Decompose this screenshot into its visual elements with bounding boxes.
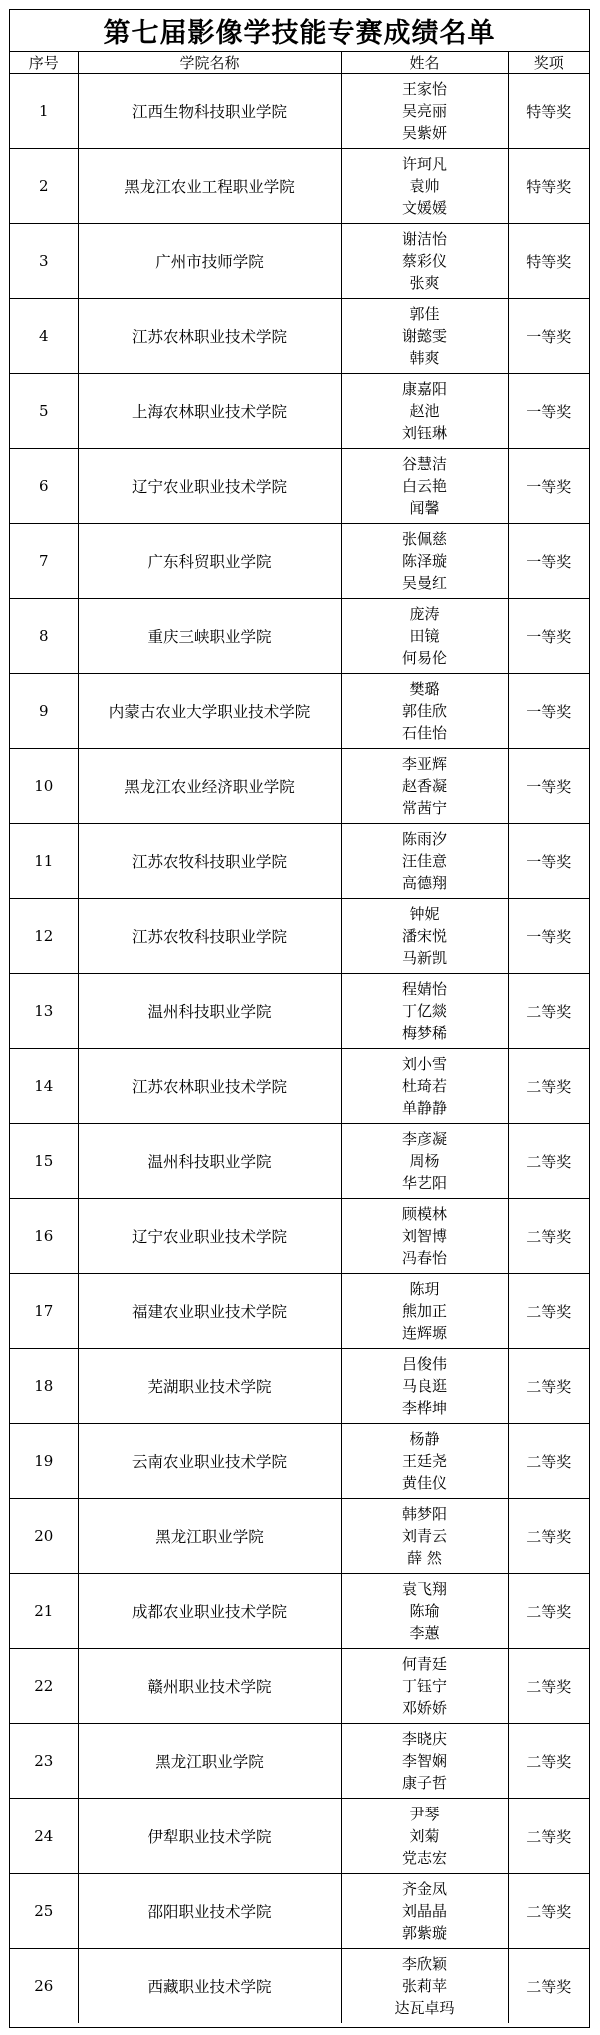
row-number: 14	[10, 1049, 78, 1124]
row-number: 21	[10, 1574, 78, 1649]
student-name: 华艺阳	[401, 1174, 447, 1192]
student-name: 石佳怡	[401, 724, 447, 742]
student-names	[341, 1799, 508, 1874]
student-name: 郭佳	[409, 305, 440, 323]
award-level: 二等奖	[508, 1649, 589, 1724]
student-names	[341, 299, 508, 374]
header-award: 奖项	[508, 52, 589, 74]
row-number: 26	[10, 1949, 78, 2024]
award-level: 二等奖	[508, 1574, 589, 1649]
row-number: 22	[10, 1649, 78, 1724]
student-names	[341, 1274, 508, 1349]
row-number: 7	[10, 524, 78, 599]
student-name: 何易伦	[401, 649, 447, 667]
college-name: 黑龙江职业学院	[78, 1499, 341, 1574]
student-name: 王廷尧	[401, 1452, 447, 1470]
student-name: 杨静	[409, 1430, 440, 1448]
student-name: 丁钰宁	[401, 1677, 447, 1695]
student-name: 常茜宁	[401, 799, 447, 817]
award-level: 一等奖	[508, 374, 589, 449]
row-number: 20	[10, 1499, 78, 1574]
student-name: 闻馨	[409, 499, 440, 517]
college-name: 温州科技职业学院	[78, 1124, 341, 1199]
student-name: 康子哲	[401, 1774, 447, 1792]
row-number: 24	[10, 1799, 78, 1874]
college-name: 成都农业职业技术学院	[78, 1574, 341, 1649]
student-name: 吴曼红	[401, 574, 447, 592]
table-row	[10, 1049, 589, 1124]
student-name: 单静静	[401, 1099, 447, 1117]
table-row	[10, 74, 589, 149]
student-name: 吴紫妍	[401, 124, 447, 142]
student-name: 郭佳欣	[401, 702, 447, 720]
student-name: 程婧怡	[401, 980, 447, 998]
student-names	[341, 74, 508, 149]
results-sheet	[9, 9, 590, 2028]
student-names	[341, 824, 508, 899]
student-name: 文媛媛	[401, 199, 447, 217]
award-level: 二等奖	[508, 974, 589, 1049]
student-name: 尹琴	[409, 1805, 440, 1823]
table-row	[10, 149, 589, 224]
award-level: 二等奖	[508, 1874, 589, 1949]
student-name: 薛 然	[407, 1549, 442, 1567]
student-name: 周杨	[409, 1152, 440, 1170]
college-name: 邵阳职业技术学院	[78, 1874, 341, 1949]
student-name: 韩爽	[409, 349, 440, 367]
row-number: 4	[10, 299, 78, 374]
row-number: 6	[10, 449, 78, 524]
student-name: 袁帅	[409, 177, 440, 195]
student-name: 达瓦卓玛	[394, 1999, 455, 2017]
table-row	[10, 1799, 589, 1874]
student-name: 陈泽璇	[401, 552, 447, 570]
college-name: 西藏职业技术学院	[78, 1949, 341, 2024]
student-name: 马良逛	[401, 1377, 447, 1395]
student-names	[341, 1424, 508, 1499]
college-name: 江苏农林职业技术学院	[78, 1049, 341, 1124]
student-name: 梅梦稀	[401, 1024, 447, 1042]
row-number: 15	[10, 1124, 78, 1199]
award-level: 二等奖	[508, 1199, 589, 1274]
college-name: 黑龙江农业经济职业学院	[78, 749, 341, 824]
student-name: 杜琦若	[401, 1077, 447, 1095]
table-row	[10, 974, 589, 1049]
student-name: 许珂凡	[401, 155, 447, 173]
student-names	[341, 749, 508, 824]
table-row	[10, 1874, 589, 1949]
row-number: 25	[10, 1874, 78, 1949]
student-name: 张爽	[409, 274, 440, 292]
student-name: 谷慧洁	[401, 455, 447, 473]
row-number: 11	[10, 824, 78, 899]
row-number: 18	[10, 1349, 78, 1424]
college-name: 伊犁职业技术学院	[78, 1799, 341, 1874]
student-name: 吴亮丽	[401, 102, 447, 120]
row-number: 19	[10, 1424, 78, 1499]
award-level: 二等奖	[508, 1274, 589, 1349]
table-row	[10, 1574, 589, 1649]
student-names	[341, 1874, 508, 1949]
table-row	[10, 449, 589, 524]
award-level: 二等奖	[508, 1724, 589, 1799]
college-name: 福建农业职业技术学院	[78, 1274, 341, 1349]
table-row	[10, 599, 589, 674]
table-row	[10, 749, 589, 824]
student-name: 刘智博	[401, 1227, 447, 1245]
award-level: 二等奖	[508, 1124, 589, 1199]
table-row	[10, 1424, 589, 1499]
row-number: 12	[10, 899, 78, 974]
table-row	[10, 1199, 589, 1274]
student-name: 齐金凤	[401, 1880, 447, 1898]
row-number: 2	[10, 149, 78, 224]
award-level: 一等奖	[508, 599, 589, 674]
student-names	[341, 1499, 508, 1574]
student-name: 高德翔	[401, 874, 447, 892]
table-row	[10, 224, 589, 299]
award-level: 一等奖	[508, 899, 589, 974]
row-number: 8	[10, 599, 78, 674]
table-row	[10, 1499, 589, 1574]
student-name: 党志宏	[401, 1849, 447, 1867]
table-row	[10, 899, 589, 974]
student-names	[341, 974, 508, 1049]
student-name: 李蕙	[409, 1624, 440, 1642]
student-names	[341, 524, 508, 599]
college-name: 江苏农牧科技职业学院	[78, 824, 341, 899]
student-name: 庞涛	[409, 605, 440, 623]
student-names	[341, 1199, 508, 1274]
college-name: 黑龙江农业工程职业学院	[78, 149, 341, 224]
college-name: 内蒙古农业大学职业技术学院	[78, 674, 341, 749]
student-name: 郭紫璇	[401, 1924, 447, 1942]
student-name: 樊璐	[409, 680, 440, 698]
row-number: 9	[10, 674, 78, 749]
student-name: 邓娇娇	[401, 1699, 447, 1717]
student-name: 张莉苹	[401, 1977, 447, 1995]
table-row	[10, 1724, 589, 1799]
student-name: 何青廷	[401, 1655, 447, 1673]
student-name: 赵池	[409, 402, 440, 420]
student-name: 康嘉阳	[401, 380, 447, 398]
college-name: 广州市技师学院	[78, 224, 341, 299]
student-name: 赵香凝	[401, 777, 447, 795]
table-row	[10, 524, 589, 599]
table-row	[10, 1274, 589, 1349]
award-level: 一等奖	[508, 824, 589, 899]
college-name: 辽宁农业职业技术学院	[78, 1199, 341, 1274]
college-name: 云南农业职业技术学院	[78, 1424, 341, 1499]
student-name: 陈雨汐	[401, 830, 447, 848]
row-number: 13	[10, 974, 78, 1049]
student-name: 王家怡	[401, 80, 447, 98]
student-name: 丁亿燚	[401, 1002, 447, 1020]
student-name: 连辉塬	[401, 1324, 447, 1342]
student-name: 熊加正	[401, 1302, 447, 1320]
student-name: 钟妮	[409, 905, 440, 923]
table-row	[10, 1949, 589, 2024]
results-table	[10, 52, 589, 2023]
student-name: 潘宋悦	[401, 927, 447, 945]
student-name: 刘菊	[409, 1827, 440, 1845]
student-name: 刘钰琳	[401, 424, 447, 442]
row-number: 17	[10, 1274, 78, 1349]
student-name: 白云艳	[401, 477, 447, 495]
student-name: 李亚辉	[401, 755, 447, 773]
student-names	[341, 374, 508, 449]
student-names	[341, 1349, 508, 1424]
college-name: 温州科技职业学院	[78, 974, 341, 1049]
table-row	[10, 374, 589, 449]
student-name: 刘晶晶	[401, 1902, 447, 1920]
student-name: 冯春怡	[401, 1249, 447, 1267]
college-name: 重庆三峡职业学院	[78, 599, 341, 674]
college-name: 赣州职业技术学院	[78, 1649, 341, 1724]
award-level: 特等奖	[508, 149, 589, 224]
table-row	[10, 299, 589, 374]
college-name: 芜湖职业技术学院	[78, 1349, 341, 1424]
table-row	[10, 1349, 589, 1424]
award-level: 二等奖	[508, 1499, 589, 1574]
college-name: 江苏农林职业技术学院	[78, 299, 341, 374]
student-names	[341, 224, 508, 299]
student-name: 陈瑜	[409, 1602, 440, 1620]
college-name: 黑龙江职业学院	[78, 1724, 341, 1799]
student-name: 谢洁怡	[401, 230, 447, 248]
student-names	[341, 149, 508, 224]
award-level: 二等奖	[508, 1799, 589, 1874]
student-name: 汪佳意	[401, 852, 447, 870]
award-level: 二等奖	[508, 1949, 589, 2024]
student-names	[341, 1949, 508, 2024]
table-row	[10, 1124, 589, 1199]
table-row	[10, 674, 589, 749]
student-name: 李桦坤	[401, 1399, 447, 1417]
header-college: 学院名称	[78, 52, 341, 74]
student-names	[341, 1649, 508, 1724]
award-level: 一等奖	[508, 449, 589, 524]
student-name: 顾模林	[401, 1205, 447, 1223]
student-names	[341, 599, 508, 674]
student-names	[341, 449, 508, 524]
student-name: 李彦凝	[401, 1130, 447, 1148]
award-level: 二等奖	[508, 1349, 589, 1424]
row-number: 1	[10, 74, 78, 149]
student-name: 蔡彩仪	[401, 252, 447, 270]
row-number: 5	[10, 374, 78, 449]
row-number: 16	[10, 1199, 78, 1274]
award-level: 一等奖	[508, 749, 589, 824]
row-number: 10	[10, 749, 78, 824]
row-number: 3	[10, 224, 78, 299]
student-name: 马新凯	[401, 949, 447, 967]
student-name: 李晓庆	[401, 1730, 447, 1748]
award-level: 一等奖	[508, 299, 589, 374]
row-number: 23	[10, 1724, 78, 1799]
award-level: 一等奖	[508, 524, 589, 599]
student-name: 陈玥	[409, 1280, 440, 1298]
header-names: 姓名	[341, 52, 508, 74]
page-title: 第七届影像学技能专赛成绩名单	[10, 10, 589, 52]
student-name: 李智娴	[401, 1752, 447, 1770]
table-row	[10, 824, 589, 899]
student-name: 李欣颖	[401, 1955, 447, 1973]
student-name: 吕俊伟	[401, 1355, 447, 1373]
student-names	[341, 1574, 508, 1649]
student-names	[341, 1124, 508, 1199]
award-level: 特等奖	[508, 74, 589, 149]
award-level: 二等奖	[508, 1424, 589, 1499]
college-name: 江苏农牧科技职业学院	[78, 899, 341, 974]
college-name: 上海农林职业技术学院	[78, 374, 341, 449]
award-level: 二等奖	[508, 1049, 589, 1124]
student-name: 田镜	[409, 627, 440, 645]
college-name: 江西生物科技职业学院	[78, 74, 341, 149]
award-level: 一等奖	[508, 674, 589, 749]
header-number: 序号	[10, 52, 78, 74]
college-name: 辽宁农业职业技术学院	[78, 449, 341, 524]
student-name: 韩梦阳	[401, 1505, 447, 1523]
award-level: 特等奖	[508, 224, 589, 299]
student-names	[341, 674, 508, 749]
student-names	[341, 1049, 508, 1124]
college-name: 广东科贸职业学院	[78, 524, 341, 599]
student-name: 黄佳仪	[401, 1474, 447, 1492]
student-names	[341, 1724, 508, 1799]
table-row	[10, 1649, 589, 1724]
student-name: 谢懿雯	[401, 327, 447, 345]
table-header-row	[10, 52, 589, 74]
student-name: 刘青云	[401, 1527, 447, 1545]
student-name: 袁飞翔	[401, 1580, 447, 1598]
student-name: 刘小雪	[401, 1055, 447, 1073]
student-name: 张佩慈	[401, 530, 447, 548]
student-names	[341, 899, 508, 974]
